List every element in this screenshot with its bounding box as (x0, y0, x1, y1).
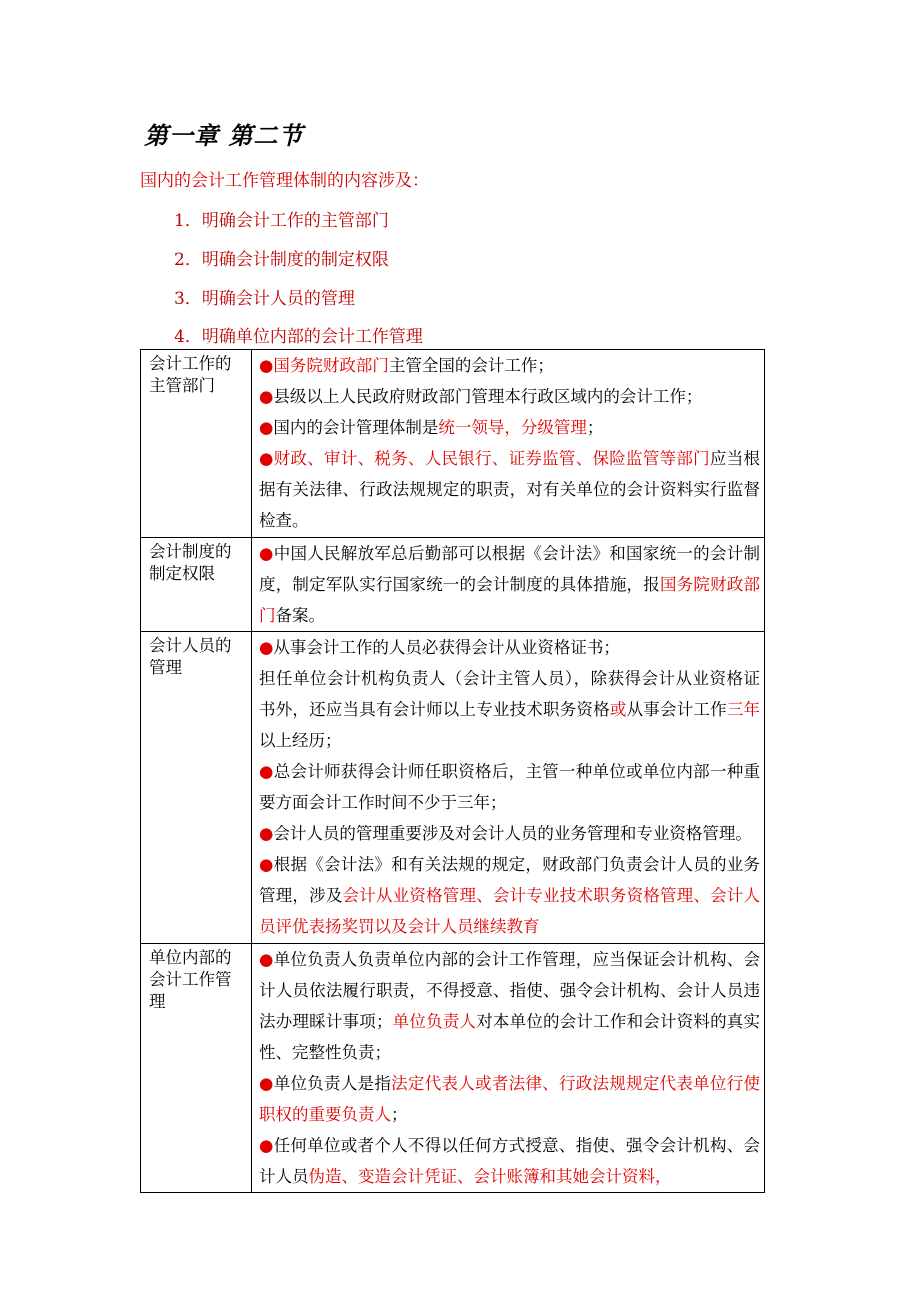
bullet-icon: ● (259, 950, 274, 969)
text-segment: 主管全国的会计工作； (388, 356, 554, 375)
row-heading: 会计工作的主管部门 (141, 350, 252, 538)
list-item: 3．明确会计人员的管理 (174, 289, 355, 309)
list-item: 2．明确会计制度的制定权限 (174, 250, 389, 270)
paragraph (259, 849, 760, 942)
bullet-icon: ● (259, 1074, 274, 1093)
bullet-icon: ● (259, 638, 274, 657)
text-segment: 以上经历； (259, 731, 342, 750)
bullet-icon: ● (259, 762, 274, 781)
text-segment: ； (391, 1105, 408, 1124)
paragraph (259, 663, 760, 756)
text-segment: 任何单位或者个人不得以任何方式授意、指使、强令会计机构、会计人员 (259, 1136, 761, 1186)
paragraph (259, 632, 760, 663)
row-content (252, 538, 765, 632)
highlighted-text: 统一领导，分级管理 (438, 418, 587, 437)
chapter-heading: 第一章 第二节 (144, 121, 304, 150)
paragraph (259, 443, 760, 536)
bullet-icon: ● (259, 356, 274, 375)
bullet-icon: ● (259, 1136, 274, 1155)
table-row (141, 944, 765, 1193)
highlighted-text: 国务院财政部门 (273, 356, 389, 375)
row-heading: 单位内部的会计工作管理 (141, 944, 252, 1193)
management-table (140, 349, 765, 1193)
highlighted-text: 国务院财政部门 (259, 575, 761, 625)
text-segment: 对本单位的会计工作和会计资料的真实性、完整性负责； (259, 1012, 761, 1062)
text-segment: 应当根据有关法律、行政法规规定的职责，对有关单位的会计资料实行监督检查。 (259, 449, 761, 530)
text-segment: 县级以上人民政府财政部门管理本行政区域内的会计工作； (273, 387, 703, 406)
paragraph (259, 818, 760, 849)
text-segment: 单位负责人是指 (273, 1074, 392, 1093)
table-row (141, 538, 765, 632)
bullet-icon: ● (259, 449, 274, 468)
text-segment: 担任单位会计机构负责人（会计主管人员），除获得会计从业资格证书外，还应当具有会计师以上专业技术职务资格 (259, 669, 760, 719)
text-segment: 单位负责人负责单位内部的会计工作管理，应当保证会计机构、会计人员依法履行职责，不得授意、指使、强令会计机构、会计人员违法办理睬计事项； (259, 950, 761, 1031)
highlighted-text: 单位负责人 (392, 1012, 477, 1031)
bullet-icon: ● (259, 418, 274, 437)
paragraph (259, 756, 760, 818)
list-item: 4．明确单位内部的会计工作管理 (174, 327, 423, 347)
bullet-icon: ● (259, 855, 274, 874)
paragraph (259, 412, 760, 443)
highlighted-text: 三年 (726, 700, 761, 719)
bullet-icon: ● (259, 387, 274, 406)
table-row (141, 632, 765, 944)
highlighted-text: 或 (609, 700, 627, 719)
paragraph (259, 944, 760, 1068)
row-heading: 会计人员的管理 (141, 632, 252, 944)
text-segment: 中国人民解放军总后勤部可以根据《会计法》和国家统一的会计制度，制定军队实行国家统一的会计制度的具体措施，报 (259, 544, 761, 594)
paragraph (259, 350, 760, 381)
paragraph (259, 1130, 760, 1192)
list-item: 1．明确会计工作的主管部门 (174, 211, 389, 231)
intro-text: 国内的会计工作管理体制的内容涉及： (140, 171, 429, 191)
paragraph (259, 1068, 760, 1130)
highlighted-text: 伪造、变造会计凭证、会计账簿和其她会计资料， (308, 1167, 672, 1186)
bullet-icon: ● (259, 544, 274, 563)
text-segment: 总会计师获得会计师任职资格后，主管一种单位或单位内部一种重要方面会计工作时间不少于三年； (259, 762, 761, 812)
text-segment: 国内的会计管理体制是 (273, 418, 439, 437)
text-segment: 从事会计工作 (626, 700, 727, 719)
row-content (252, 632, 765, 944)
text-segment: 根据《会计法》和有关法规的规定，财政部门负责会计人员的业务管理，涉及 (259, 855, 761, 905)
row-content (252, 944, 765, 1193)
highlighted-text: 会计从业资格管理、会计专业技术职务资格管理、会计人员评优表扬奖罚以及会计人员继续教育 (259, 886, 761, 936)
row-heading: 会计制度的制定权限 (141, 538, 252, 632)
paragraph (259, 381, 760, 412)
table-row (141, 350, 765, 538)
text-segment: 会计人员的管理重要涉及对会计人员的业务管理和专业资格管理。 (273, 824, 752, 843)
bullet-icon: ● (259, 824, 274, 843)
highlighted-text: 法定代表人或者法律、行政法规规定代表单位行使职权的重要负责人 (259, 1074, 761, 1124)
paragraph (259, 538, 760, 631)
text-segment: ； (586, 418, 604, 437)
highlighted-text: 财政、审计、税务、人民银行、证券监管、保险监管等部门 (273, 449, 710, 468)
text-segment: 从事会计工作的人员必获得会计从业资格证书； (273, 638, 620, 657)
text-segment: 备案。 (275, 606, 325, 625)
row-content (252, 350, 765, 538)
